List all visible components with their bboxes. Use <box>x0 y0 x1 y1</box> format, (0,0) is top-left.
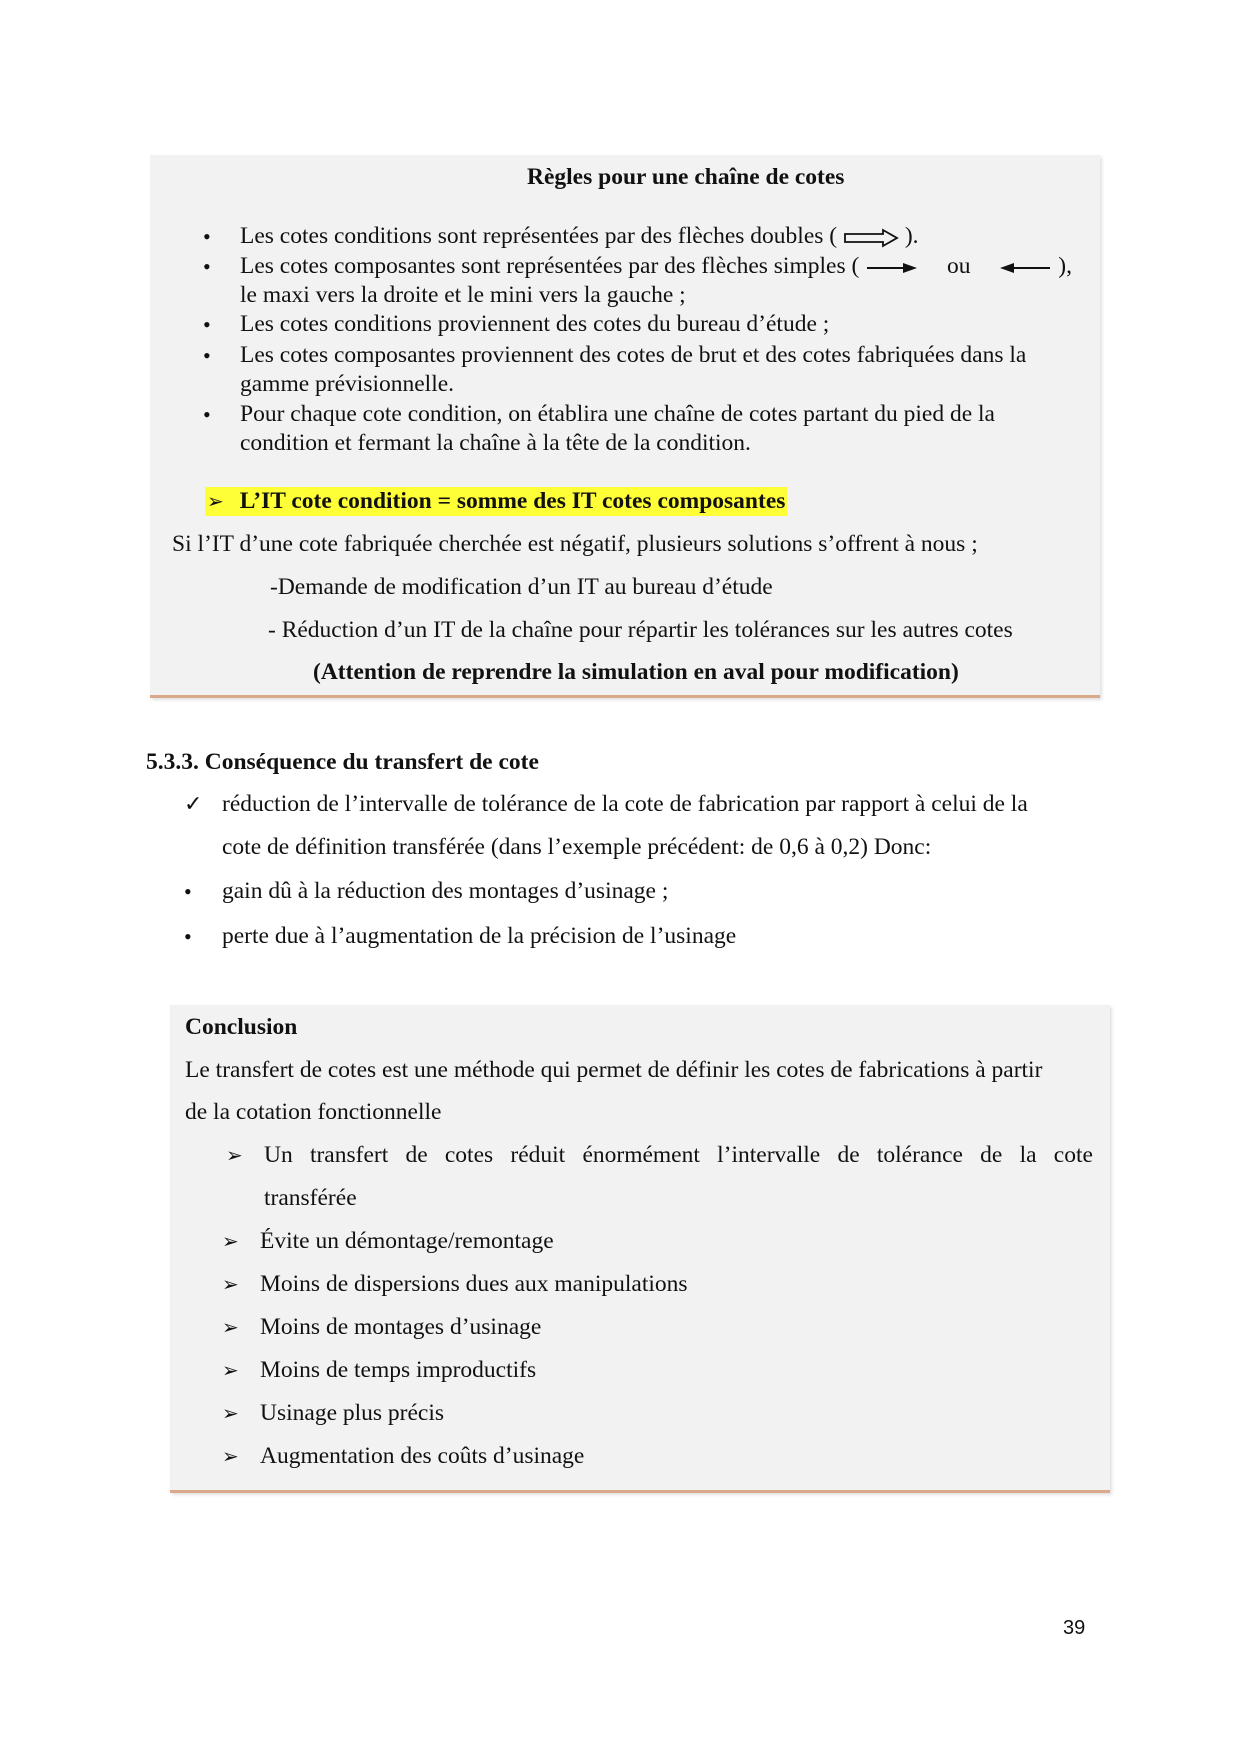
negative-it-text: Si l’IT d’une cote fabriquée cherchée est négatif, plusieurs solutions s’offrent à nous ; <box>172 531 978 557</box>
arrowhead-bullet-icon: ➢ <box>222 1358 239 1382</box>
arrowhead-bullet-icon: ➢ <box>222 1229 239 1253</box>
highlight-rule-text: L’IT cote condition = somme des IT cotes composantes <box>239 488 786 514</box>
rules-title: Règles pour une chaîne de cotes <box>527 164 845 190</box>
consequence-bullet-1: gain dû à la réduction des montages d’usinage ; <box>222 878 669 904</box>
rule-bullet-2 <box>240 252 1072 281</box>
rule-bullet-3: Les cotes conditions proviennent des cotes du bureau d’étude ; <box>240 311 830 337</box>
solution-1: -Demande de modification d’un IT au bureau d’étude <box>270 574 773 600</box>
check-item-line1: réduction de l’intervalle de tolérance de la cote de fabrication par rapport à celui de la <box>222 791 1028 817</box>
arrowhead-bullet-icon: ➢ <box>222 1401 239 1425</box>
justified-word: transfert <box>309 1142 389 1168</box>
rule-bullet-4: Les cotes composantes proviennent des cotes de brut et des cotes fabriquées dans la <box>240 342 1027 368</box>
rule-bullet-1-close: ). <box>904 223 919 249</box>
page-number: 39 <box>1063 1617 1086 1639</box>
justified-word: cote <box>1053 1142 1093 1168</box>
conclusion-item-1-line2: transférée <box>264 1185 357 1211</box>
conclusion-item-6: Usinage plus précis <box>260 1400 445 1426</box>
rule-bullet-2-text: Les cotes composantes sont représentées par des flèches simples ( <box>240 253 860 279</box>
conclusion-intro-line1: Le transfert de cotes est une méthode qui permet de définir les cotes de fabrications à partir <box>185 1057 1043 1083</box>
justified-word: de <box>837 1142 860 1168</box>
arrowhead-bullet-icon: ➢ <box>222 1272 239 1296</box>
rule-bullet-2-or: ou <box>947 253 971 279</box>
arrow-left-icon <box>998 261 1052 275</box>
rule-bullet-2-line2: le maxi vers la droite et le mini vers la gauche ; <box>240 282 686 308</box>
conclusion-title: Conclusion <box>185 1014 298 1040</box>
arrowhead-bullet-icon: ➢ <box>226 1143 243 1167</box>
conclusion-item-4: Moins de montages d’usinage <box>260 1314 542 1340</box>
bullet-dot-icon: • <box>203 402 211 427</box>
justified-word: tolérance <box>876 1142 963 1168</box>
check-mark-icon: ✓ <box>184 792 203 817</box>
bullet-dot-icon: • <box>184 879 192 904</box>
bullet-dot-icon: • <box>203 254 211 279</box>
conclusion-intro-line2: de la cotation fonctionnelle <box>185 1099 442 1125</box>
arrow-right-icon <box>865 261 919 275</box>
double-arrow-icon <box>843 228 899 248</box>
justified-word: l’intervalle <box>717 1142 821 1168</box>
conclusion-item-5: Moins de temps improductifs <box>260 1357 537 1383</box>
justified-word: réduit <box>510 1142 566 1168</box>
arrowhead-bullet-icon: ➢ <box>222 1444 239 1468</box>
justified-word: de <box>980 1142 1003 1168</box>
justified-word: de <box>405 1142 428 1168</box>
arrowhead-bullet-icon: ➢ <box>207 489 224 513</box>
rule-bullet-5-line2: condition et fermant la chaîne à la tête de la condition. <box>240 430 751 456</box>
rule-bullet-2-close: ), <box>1058 253 1072 279</box>
justified-word: énormément <box>582 1142 700 1168</box>
conclusion-item-3: Moins de dispersions dues aux manipulations <box>260 1271 688 1297</box>
section-heading: 5.3.3. Conséquence du transfert de cote <box>146 749 539 775</box>
rule-bullet-1 <box>240 222 919 251</box>
rule-bullet-5: Pour chaque cote condition, on établira une chaîne de cotes partant du pied de la <box>240 401 995 427</box>
conclusion-item-2: Évite un démontage/remontage <box>260 1228 554 1254</box>
solution-2: - Réduction d’un IT de la chaîne pour répartir les tolérances sur les autres cotes <box>268 617 1013 643</box>
conclusion-item-1 <box>264 1141 1093 1170</box>
justified-word: cotes <box>444 1142 494 1168</box>
consequence-bullet-2: perte due à l’augmentation de la précision de l’usinage <box>222 923 737 949</box>
attention-note: (Attention de reprendre la simulation en aval pour modification) <box>313 659 959 685</box>
bullet-dot-icon: • <box>203 224 211 249</box>
justified-word: Un <box>264 1142 293 1168</box>
rule-bullet-1-text: Les cotes conditions sont représentées par des flèches doubles ( <box>240 223 838 249</box>
arrowhead-bullet-icon: ➢ <box>222 1315 239 1339</box>
highlight-rule <box>205 487 787 516</box>
bullet-dot-icon: • <box>203 343 211 368</box>
bullet-dot-icon: • <box>203 312 211 337</box>
justified-word: la <box>1019 1142 1037 1168</box>
bullet-dot-icon: • <box>184 924 192 949</box>
check-item-line2: cote de définition transférée (dans l’exemple précédent: de 0,6 à 0,2) Donc: <box>222 834 932 860</box>
rule-bullet-4-line2: gamme prévisionnelle. <box>240 371 455 397</box>
conclusion-item-7: Augmentation des coûts d’usinage <box>260 1443 585 1469</box>
